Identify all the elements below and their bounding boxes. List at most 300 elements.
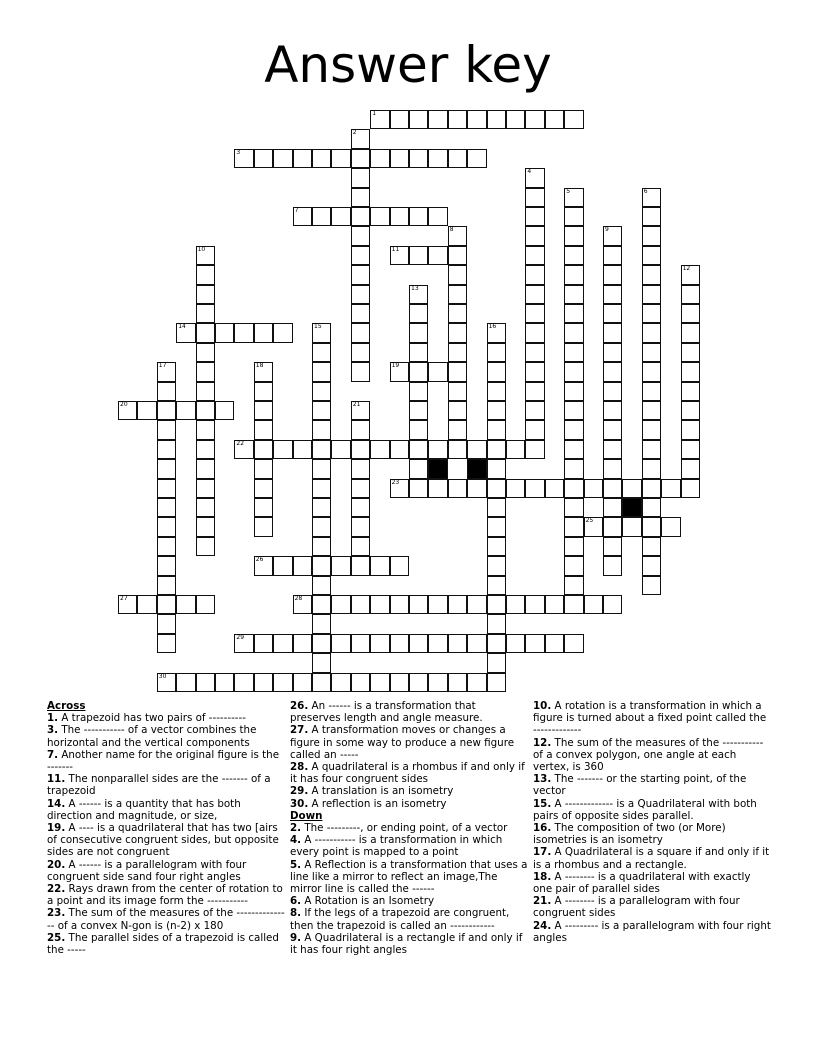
crossword-cell[interactable] xyxy=(487,556,506,575)
crossword-cell[interactable] xyxy=(254,673,273,692)
crossword-cell[interactable] xyxy=(603,362,622,381)
crossword-cell[interactable] xyxy=(545,479,564,498)
crossword-cell[interactable] xyxy=(254,634,273,653)
crossword-cell[interactable] xyxy=(487,459,506,478)
crossword-cell[interactable] xyxy=(487,614,506,633)
crossword-cell[interactable] xyxy=(157,459,176,478)
crossword-cell[interactable] xyxy=(118,401,137,420)
crossword-cell[interactable] xyxy=(409,207,428,226)
crossword-cell[interactable] xyxy=(448,362,467,381)
crossword-cell[interactable] xyxy=(312,517,331,536)
crossword-cell[interactable] xyxy=(681,440,700,459)
crossword-cell[interactable] xyxy=(370,595,389,614)
crossword-cell[interactable] xyxy=(525,440,544,459)
crossword-cell[interactable] xyxy=(525,323,544,342)
crossword-cell[interactable] xyxy=(196,265,215,284)
crossword-cell[interactable] xyxy=(642,401,661,420)
crossword-cell[interactable] xyxy=(293,673,312,692)
crossword-cell[interactable] xyxy=(603,323,622,342)
crossword-cell[interactable] xyxy=(603,382,622,401)
crossword-cell[interactable] xyxy=(351,343,370,362)
crossword-cell[interactable] xyxy=(234,440,253,459)
crossword-cell[interactable] xyxy=(409,285,428,304)
crossword-cell[interactable] xyxy=(157,479,176,498)
crossword-cell[interactable] xyxy=(293,634,312,653)
crossword-cell[interactable] xyxy=(448,673,467,692)
crossword-cell[interactable] xyxy=(487,323,506,342)
crossword-cell[interactable] xyxy=(390,634,409,653)
crossword-cell[interactable] xyxy=(603,343,622,362)
crossword-cell[interactable] xyxy=(370,440,389,459)
crossword-cell[interactable] xyxy=(467,595,486,614)
crossword-cell[interactable] xyxy=(157,614,176,633)
crossword-cell[interactable] xyxy=(661,479,680,498)
crossword-cell[interactable] xyxy=(409,382,428,401)
crossword-cell[interactable] xyxy=(564,226,583,245)
crossword-cell[interactable] xyxy=(467,440,486,459)
crossword-cell[interactable] xyxy=(642,498,661,517)
crossword-cell[interactable] xyxy=(312,673,331,692)
crossword-cell[interactable] xyxy=(448,304,467,323)
crossword-cell[interactable] xyxy=(157,595,176,614)
crossword-cell[interactable] xyxy=(157,382,176,401)
crossword-cell[interactable] xyxy=(603,517,622,536)
crossword-cell[interactable] xyxy=(196,537,215,556)
crossword-cell[interactable] xyxy=(603,304,622,323)
crossword-cell[interactable] xyxy=(467,634,486,653)
crossword-cell[interactable] xyxy=(351,459,370,478)
crossword-cell[interactable] xyxy=(370,673,389,692)
crossword-cell[interactable] xyxy=(661,517,680,536)
crossword-cell[interactable] xyxy=(448,440,467,459)
crossword-cell[interactable] xyxy=(409,420,428,439)
crossword-cell[interactable] xyxy=(681,382,700,401)
crossword-cell[interactable] xyxy=(448,420,467,439)
crossword-cell[interactable] xyxy=(487,420,506,439)
crossword-cell[interactable] xyxy=(409,401,428,420)
crossword-cell[interactable] xyxy=(681,459,700,478)
crossword-cell[interactable] xyxy=(254,323,273,342)
crossword-cell[interactable] xyxy=(564,595,583,614)
crossword-cell[interactable] xyxy=(428,246,447,265)
crossword-cell[interactable] xyxy=(681,265,700,284)
crossword-cell[interactable] xyxy=(254,401,273,420)
crossword-cell[interactable] xyxy=(312,323,331,342)
crossword-cell[interactable] xyxy=(312,459,331,478)
crossword-cell[interactable] xyxy=(603,537,622,556)
crossword-cell[interactable] xyxy=(487,517,506,536)
crossword-cell[interactable] xyxy=(351,304,370,323)
crossword-cell[interactable] xyxy=(603,440,622,459)
crossword-cell[interactable] xyxy=(196,362,215,381)
crossword-cell[interactable] xyxy=(370,207,389,226)
crossword-cell[interactable] xyxy=(234,673,253,692)
crossword-cell[interactable] xyxy=(681,362,700,381)
crossword-cell[interactable] xyxy=(157,401,176,420)
crossword-cell[interactable] xyxy=(603,401,622,420)
crossword-cell[interactable] xyxy=(506,479,525,498)
crossword-cell[interactable] xyxy=(409,595,428,614)
crossword-cell[interactable] xyxy=(642,537,661,556)
crossword-cell[interactable] xyxy=(525,304,544,323)
crossword-cell[interactable] xyxy=(254,420,273,439)
crossword-cell[interactable] xyxy=(681,323,700,342)
crossword-cell[interactable] xyxy=(428,362,447,381)
crossword-cell[interactable] xyxy=(351,595,370,614)
crossword-cell[interactable] xyxy=(506,634,525,653)
crossword-cell[interactable] xyxy=(312,556,331,575)
crossword-cell[interactable] xyxy=(448,285,467,304)
crossword-cell[interactable] xyxy=(215,401,234,420)
crossword-cell[interactable] xyxy=(312,343,331,362)
crossword-cell[interactable] xyxy=(564,362,583,381)
crossword-cell[interactable] xyxy=(642,440,661,459)
crossword-cell[interactable] xyxy=(196,401,215,420)
crossword-cell[interactable] xyxy=(312,440,331,459)
crossword-cell[interactable] xyxy=(642,246,661,265)
crossword-cell[interactable] xyxy=(351,517,370,536)
crossword-cell[interactable] xyxy=(157,576,176,595)
crossword-cell[interactable] xyxy=(196,479,215,498)
crossword-cell[interactable] xyxy=(196,304,215,323)
crossword-cell[interactable] xyxy=(254,498,273,517)
crossword-cell[interactable] xyxy=(681,285,700,304)
crossword-cell[interactable] xyxy=(545,110,564,129)
crossword-cell[interactable] xyxy=(254,556,273,575)
crossword-cell[interactable] xyxy=(545,595,564,614)
crossword-cell[interactable] xyxy=(176,401,195,420)
crossword-cell[interactable] xyxy=(487,343,506,362)
crossword-cell[interactable] xyxy=(215,673,234,692)
crossword-cell[interactable] xyxy=(409,362,428,381)
crossword-cell[interactable] xyxy=(467,479,486,498)
crossword-cell[interactable] xyxy=(312,420,331,439)
crossword-cell[interactable] xyxy=(312,362,331,381)
crossword-cell[interactable] xyxy=(312,382,331,401)
crossword-cell[interactable] xyxy=(487,576,506,595)
crossword-cell[interactable] xyxy=(564,459,583,478)
crossword-cell[interactable] xyxy=(157,634,176,653)
crossword-cell[interactable] xyxy=(525,226,544,245)
crossword-cell[interactable] xyxy=(157,440,176,459)
crossword-cell[interactable] xyxy=(234,634,253,653)
crossword-cell[interactable] xyxy=(254,517,273,536)
crossword-cell[interactable] xyxy=(584,517,603,536)
crossword-cell[interactable] xyxy=(351,246,370,265)
crossword-cell[interactable] xyxy=(428,440,447,459)
crossword-cell[interactable] xyxy=(409,110,428,129)
crossword-cell[interactable] xyxy=(487,401,506,420)
crossword-cell[interactable] xyxy=(293,440,312,459)
crossword-cell[interactable] xyxy=(448,595,467,614)
crossword-cell[interactable] xyxy=(681,343,700,362)
crossword-cell[interactable] xyxy=(448,343,467,362)
crossword-cell[interactable] xyxy=(603,479,622,498)
crossword-cell[interactable] xyxy=(642,285,661,304)
crossword-cell[interactable] xyxy=(603,265,622,284)
crossword-cell[interactable] xyxy=(196,595,215,614)
crossword-cell[interactable] xyxy=(603,595,622,614)
crossword-cell[interactable] xyxy=(564,634,583,653)
crossword-cell[interactable] xyxy=(331,595,350,614)
crossword-cell[interactable] xyxy=(176,595,195,614)
crossword-cell[interactable] xyxy=(487,362,506,381)
crossword-cell[interactable] xyxy=(196,498,215,517)
crossword-cell[interactable] xyxy=(428,110,447,129)
crossword-cell[interactable] xyxy=(584,479,603,498)
crossword-cell[interactable] xyxy=(351,401,370,420)
crossword-cell[interactable] xyxy=(448,149,467,168)
crossword-cell[interactable] xyxy=(331,149,350,168)
crossword-cell[interactable] xyxy=(390,246,409,265)
crossword-cell[interactable] xyxy=(564,323,583,342)
crossword-cell[interactable] xyxy=(564,440,583,459)
crossword-cell[interactable] xyxy=(137,401,156,420)
crossword-cell[interactable] xyxy=(525,246,544,265)
crossword-cell[interactable] xyxy=(351,498,370,517)
crossword-cell[interactable] xyxy=(448,226,467,245)
crossword-cell[interactable] xyxy=(196,323,215,342)
crossword-cell[interactable] xyxy=(351,362,370,381)
crossword-cell[interactable] xyxy=(351,129,370,148)
crossword-cell[interactable] xyxy=(642,323,661,342)
crossword-cell[interactable] xyxy=(642,188,661,207)
crossword-cell[interactable] xyxy=(196,246,215,265)
crossword-cell[interactable] xyxy=(157,498,176,517)
crossword-cell[interactable] xyxy=(196,517,215,536)
crossword-cell[interactable] xyxy=(564,498,583,517)
crossword-cell[interactable] xyxy=(351,265,370,284)
crossword-cell[interactable] xyxy=(157,556,176,575)
crossword-cell[interactable] xyxy=(681,420,700,439)
crossword-cell[interactable] xyxy=(390,110,409,129)
crossword-cell[interactable] xyxy=(487,537,506,556)
crossword-cell[interactable] xyxy=(273,323,292,342)
crossword-cell[interactable] xyxy=(390,556,409,575)
crossword-cell[interactable] xyxy=(525,207,544,226)
crossword-cell[interactable] xyxy=(506,440,525,459)
crossword-cell[interactable] xyxy=(331,207,350,226)
crossword-cell[interactable] xyxy=(564,343,583,362)
crossword-cell[interactable] xyxy=(409,440,428,459)
crossword-cell[interactable] xyxy=(525,479,544,498)
crossword-cell[interactable] xyxy=(564,382,583,401)
crossword-cell[interactable] xyxy=(137,595,156,614)
crossword-cell[interactable] xyxy=(351,323,370,342)
crossword-cell[interactable] xyxy=(351,673,370,692)
crossword-cell[interactable] xyxy=(525,110,544,129)
crossword-cell[interactable] xyxy=(584,595,603,614)
crossword-cell[interactable] xyxy=(273,556,292,575)
crossword-cell[interactable] xyxy=(312,537,331,556)
crossword-cell[interactable] xyxy=(351,188,370,207)
crossword-cell[interactable] xyxy=(642,382,661,401)
crossword-cell[interactable] xyxy=(564,420,583,439)
crossword-cell[interactable] xyxy=(428,149,447,168)
crossword-cell[interactable] xyxy=(525,382,544,401)
crossword-cell[interactable] xyxy=(196,459,215,478)
crossword-cell[interactable] xyxy=(409,304,428,323)
crossword-cell[interactable] xyxy=(603,285,622,304)
crossword-cell[interactable] xyxy=(293,149,312,168)
crossword-cell[interactable] xyxy=(331,673,350,692)
crossword-cell[interactable] xyxy=(312,614,331,633)
crossword-cell[interactable] xyxy=(312,498,331,517)
crossword-cell[interactable] xyxy=(564,246,583,265)
crossword-cell[interactable] xyxy=(525,265,544,284)
crossword-cell[interactable] xyxy=(642,576,661,595)
crossword-cell[interactable] xyxy=(312,479,331,498)
crossword-cell[interactable] xyxy=(525,168,544,187)
crossword-cell[interactable] xyxy=(564,188,583,207)
crossword-cell[interactable] xyxy=(351,537,370,556)
crossword-cell[interactable] xyxy=(642,226,661,245)
crossword-cell[interactable] xyxy=(448,382,467,401)
crossword-cell[interactable] xyxy=(487,498,506,517)
crossword-cell[interactable] xyxy=(390,595,409,614)
crossword-cell[interactable] xyxy=(331,634,350,653)
crossword-cell[interactable] xyxy=(234,323,253,342)
crossword-cell[interactable] xyxy=(525,343,544,362)
crossword-cell[interactable] xyxy=(525,420,544,439)
crossword-cell[interactable] xyxy=(351,634,370,653)
crossword-cell[interactable] xyxy=(390,440,409,459)
crossword-cell[interactable] xyxy=(390,207,409,226)
crossword-cell[interactable] xyxy=(487,382,506,401)
crossword-cell[interactable] xyxy=(351,168,370,187)
crossword-cell[interactable] xyxy=(428,595,447,614)
crossword-cell[interactable] xyxy=(603,226,622,245)
crossword-cell[interactable] xyxy=(351,556,370,575)
crossword-cell[interactable] xyxy=(467,110,486,129)
crossword-cell[interactable] xyxy=(196,285,215,304)
crossword-cell[interactable] xyxy=(254,149,273,168)
crossword-cell[interactable] xyxy=(525,634,544,653)
crossword-cell[interactable] xyxy=(545,634,564,653)
crossword-cell[interactable] xyxy=(157,673,176,692)
crossword-cell[interactable] xyxy=(642,517,661,536)
crossword-cell[interactable] xyxy=(409,673,428,692)
crossword-cell[interactable] xyxy=(351,285,370,304)
crossword-cell[interactable] xyxy=(603,459,622,478)
crossword-cell[interactable] xyxy=(642,420,661,439)
crossword-cell[interactable] xyxy=(428,207,447,226)
crossword-cell[interactable] xyxy=(487,110,506,129)
crossword-cell[interactable] xyxy=(642,362,661,381)
crossword-cell[interactable] xyxy=(196,420,215,439)
crossword-cell[interactable] xyxy=(564,207,583,226)
crossword-cell[interactable] xyxy=(196,440,215,459)
crossword-cell[interactable] xyxy=(467,673,486,692)
crossword-cell[interactable] xyxy=(370,149,389,168)
crossword-cell[interactable] xyxy=(448,634,467,653)
crossword-cell[interactable] xyxy=(157,362,176,381)
crossword-cell[interactable] xyxy=(428,479,447,498)
crossword-cell[interactable] xyxy=(157,517,176,536)
crossword-cell[interactable] xyxy=(312,207,331,226)
crossword-cell[interactable] xyxy=(642,459,661,478)
crossword-cell[interactable] xyxy=(525,401,544,420)
crossword-cell[interactable] xyxy=(564,556,583,575)
crossword-cell[interactable] xyxy=(312,595,331,614)
crossword-cell[interactable] xyxy=(448,401,467,420)
crossword-cell[interactable] xyxy=(254,362,273,381)
crossword-cell[interactable] xyxy=(409,323,428,342)
crossword-cell[interactable] xyxy=(254,382,273,401)
crossword-cell[interactable] xyxy=(564,401,583,420)
crossword-cell[interactable] xyxy=(564,304,583,323)
crossword-cell[interactable] xyxy=(351,479,370,498)
crossword-cell[interactable] xyxy=(351,440,370,459)
crossword-cell[interactable] xyxy=(603,556,622,575)
crossword-cell[interactable] xyxy=(564,537,583,556)
crossword-cell[interactable] xyxy=(157,420,176,439)
crossword-cell[interactable] xyxy=(642,265,661,284)
crossword-cell[interactable] xyxy=(448,323,467,342)
crossword-cell[interactable] xyxy=(487,479,506,498)
crossword-cell[interactable] xyxy=(312,634,331,653)
crossword-cell[interactable] xyxy=(312,653,331,672)
crossword-cell[interactable] xyxy=(487,595,506,614)
crossword-cell[interactable] xyxy=(448,246,467,265)
crossword-cell[interactable] xyxy=(196,382,215,401)
crossword-cell[interactable] xyxy=(409,479,428,498)
crossword-cell[interactable] xyxy=(525,595,544,614)
crossword-cell[interactable] xyxy=(506,595,525,614)
crossword-cell[interactable] xyxy=(351,226,370,245)
crossword-cell[interactable] xyxy=(273,440,292,459)
crossword-cell[interactable] xyxy=(390,479,409,498)
crossword-cell[interactable] xyxy=(487,634,506,653)
crossword-cell[interactable] xyxy=(642,479,661,498)
crossword-cell[interactable] xyxy=(254,459,273,478)
crossword-cell[interactable] xyxy=(428,673,447,692)
crossword-cell[interactable] xyxy=(428,634,447,653)
crossword-cell[interactable] xyxy=(176,673,195,692)
crossword-cell[interactable] xyxy=(118,595,137,614)
crossword-cell[interactable] xyxy=(448,110,467,129)
crossword-cell[interactable] xyxy=(370,110,389,129)
crossword-cell[interactable] xyxy=(293,595,312,614)
crossword-cell[interactable] xyxy=(525,362,544,381)
crossword-cell[interactable] xyxy=(215,323,234,342)
crossword-cell[interactable] xyxy=(196,343,215,362)
crossword-cell[interactable] xyxy=(254,440,273,459)
crossword-cell[interactable] xyxy=(273,149,292,168)
crossword-cell[interactable] xyxy=(506,110,525,129)
crossword-cell[interactable] xyxy=(409,343,428,362)
crossword-cell[interactable] xyxy=(448,265,467,284)
crossword-cell[interactable] xyxy=(351,149,370,168)
crossword-cell[interactable] xyxy=(603,420,622,439)
crossword-cell[interactable] xyxy=(409,459,428,478)
crossword-cell[interactable] xyxy=(176,323,195,342)
crossword-cell[interactable] xyxy=(681,479,700,498)
crossword-cell[interactable] xyxy=(642,343,661,362)
crossword-cell[interactable] xyxy=(331,556,350,575)
crossword-cell[interactable] xyxy=(603,246,622,265)
crossword-cell[interactable] xyxy=(351,420,370,439)
crossword-cell[interactable] xyxy=(351,207,370,226)
crossword-cell[interactable] xyxy=(409,246,428,265)
crossword-cell[interactable] xyxy=(409,149,428,168)
crossword-cell[interactable] xyxy=(564,265,583,284)
crossword-cell[interactable] xyxy=(487,653,506,672)
crossword-cell[interactable] xyxy=(564,479,583,498)
crossword-cell[interactable] xyxy=(525,285,544,304)
crossword-cell[interactable] xyxy=(564,110,583,129)
crossword-cell[interactable] xyxy=(487,673,506,692)
